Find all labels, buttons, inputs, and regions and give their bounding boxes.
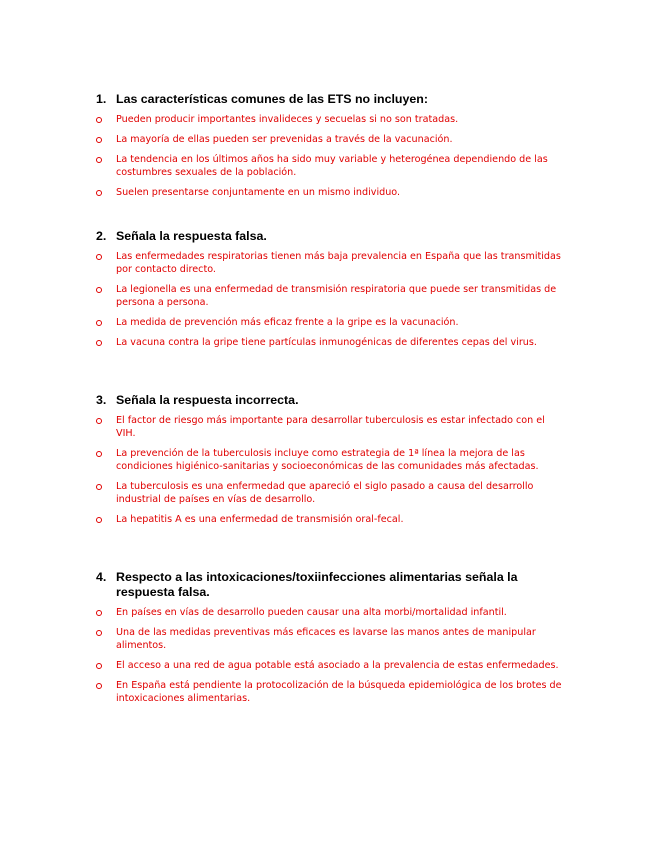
answer-option xyxy=(96,250,566,276)
circle-bullet-icon xyxy=(96,610,102,616)
circle-bullet-icon xyxy=(96,418,102,424)
answer-option-text: La legionella es una enfermedad de transmisión respiratoria que puede ser transmitidas de persona a persona. xyxy=(116,284,557,308)
question-title xyxy=(96,570,566,600)
question-text: Señala la respuesta incorrecta. xyxy=(116,393,299,407)
answer-option xyxy=(96,480,566,506)
answer-option xyxy=(96,336,566,349)
circle-bullet-icon xyxy=(96,451,102,457)
answer-option xyxy=(96,447,566,473)
answer-option-text: Una de las medidas preventivas más eficaces es lavarse las manos antes de manipular alimentos. xyxy=(116,627,536,651)
circle-bullet-icon xyxy=(96,683,102,689)
question-title xyxy=(96,393,566,408)
question-number: 4. xyxy=(96,570,107,584)
answer-option-text: La prevención de la tuberculosis incluye como estrategia de 1ª línea la mejora de las condiciones higiénico-sanitarias y socioeconómicas de las comunidades más afectadas. xyxy=(116,448,539,472)
question-title xyxy=(96,229,566,244)
answer-option xyxy=(96,606,566,619)
circle-bullet-icon xyxy=(96,254,102,260)
question-number: 1. xyxy=(96,92,107,106)
question-3 xyxy=(96,393,566,533)
circle-bullet-icon xyxy=(96,663,102,669)
circle-bullet-icon xyxy=(96,287,102,293)
question-2 xyxy=(96,229,566,356)
answer-option-text: La tendencia en los últimos años ha sido muy variable y heterogénea dependiendo de las costumbres sexuales de la población. xyxy=(116,154,548,178)
question-number: 3. xyxy=(96,393,107,407)
circle-bullet-icon xyxy=(96,320,102,326)
answer-option-text: La medida de prevención más eficaz frente a la gripe es la vacunación. xyxy=(116,317,459,328)
answer-option-text: La vacuna contra la gripe tiene partículas inmunogénicas de diferentes cepas del virus. xyxy=(116,337,537,348)
answer-option xyxy=(96,679,566,705)
answer-option xyxy=(96,659,566,672)
answer-option xyxy=(96,113,566,126)
question-number: 2. xyxy=(96,229,107,243)
answer-option-text: En España está pendiente la protocolización de la búsqueda epidemiológica de los brotes de intoxicaciones alimentarias. xyxy=(116,680,562,704)
circle-bullet-icon xyxy=(96,117,102,123)
circle-bullet-icon xyxy=(96,484,102,490)
circle-bullet-icon xyxy=(96,157,102,163)
answer-option xyxy=(96,316,566,329)
answer-option-text: El factor de riesgo más importante para desarrollar tuberculosis es estar infectado con el VIH. xyxy=(116,415,545,439)
circle-bullet-icon xyxy=(96,517,102,523)
answer-option-text: La tuberculosis es una enfermedad que apareció el siglo pasado a causa del desarrollo industrial de países en vías de desarrollo. xyxy=(116,481,534,505)
answer-option-text: Suelen presentarse conjuntamente en un mismo individuo. xyxy=(116,187,401,198)
answer-option xyxy=(96,626,566,652)
question-text: Respecto a las intoxicaciones/toxiinfecciones alimentarias señala la respuesta falsa. xyxy=(116,570,518,599)
answer-option-text: En países en vías de desarrollo pueden causar una alta morbi/mortalidad infantil. xyxy=(116,607,507,618)
answer-option xyxy=(96,513,566,526)
answer-options xyxy=(96,250,566,349)
answer-option xyxy=(96,414,566,440)
answer-options xyxy=(96,414,566,526)
circle-bullet-icon xyxy=(96,340,102,346)
circle-bullet-icon xyxy=(96,190,102,196)
circle-bullet-icon xyxy=(96,630,102,636)
answer-option-text: La hepatitis A es una enfermedad de transmisión oral-fecal. xyxy=(116,514,404,525)
circle-bullet-icon xyxy=(96,137,102,143)
answer-option-text: La mayoría de ellas pueden ser prevenidas a través de la vacunación. xyxy=(116,134,453,145)
question-text: Señala la respuesta falsa. xyxy=(116,229,267,243)
answer-option-text: El acceso a una red de agua potable está asociado a la prevalencia de estas enfermedades. xyxy=(116,660,559,671)
answer-option-text: Pueden producir importantes invalideces y secuelas si no son tratadas. xyxy=(116,114,459,125)
question-4 xyxy=(96,570,566,712)
question-1 xyxy=(96,92,566,206)
question-text: Las características comunes de las ETS no incluyen: xyxy=(116,92,428,106)
answer-option xyxy=(96,283,566,309)
answer-option xyxy=(96,186,566,199)
answer-option xyxy=(96,153,566,179)
answer-option xyxy=(96,133,566,146)
answer-option-text: Las enfermedades respiratorias tienen más baja prevalencia en España que las transmitidas por contacto directo. xyxy=(116,251,561,275)
answer-options xyxy=(96,113,566,199)
answer-options xyxy=(96,606,566,705)
question-title xyxy=(96,92,566,107)
